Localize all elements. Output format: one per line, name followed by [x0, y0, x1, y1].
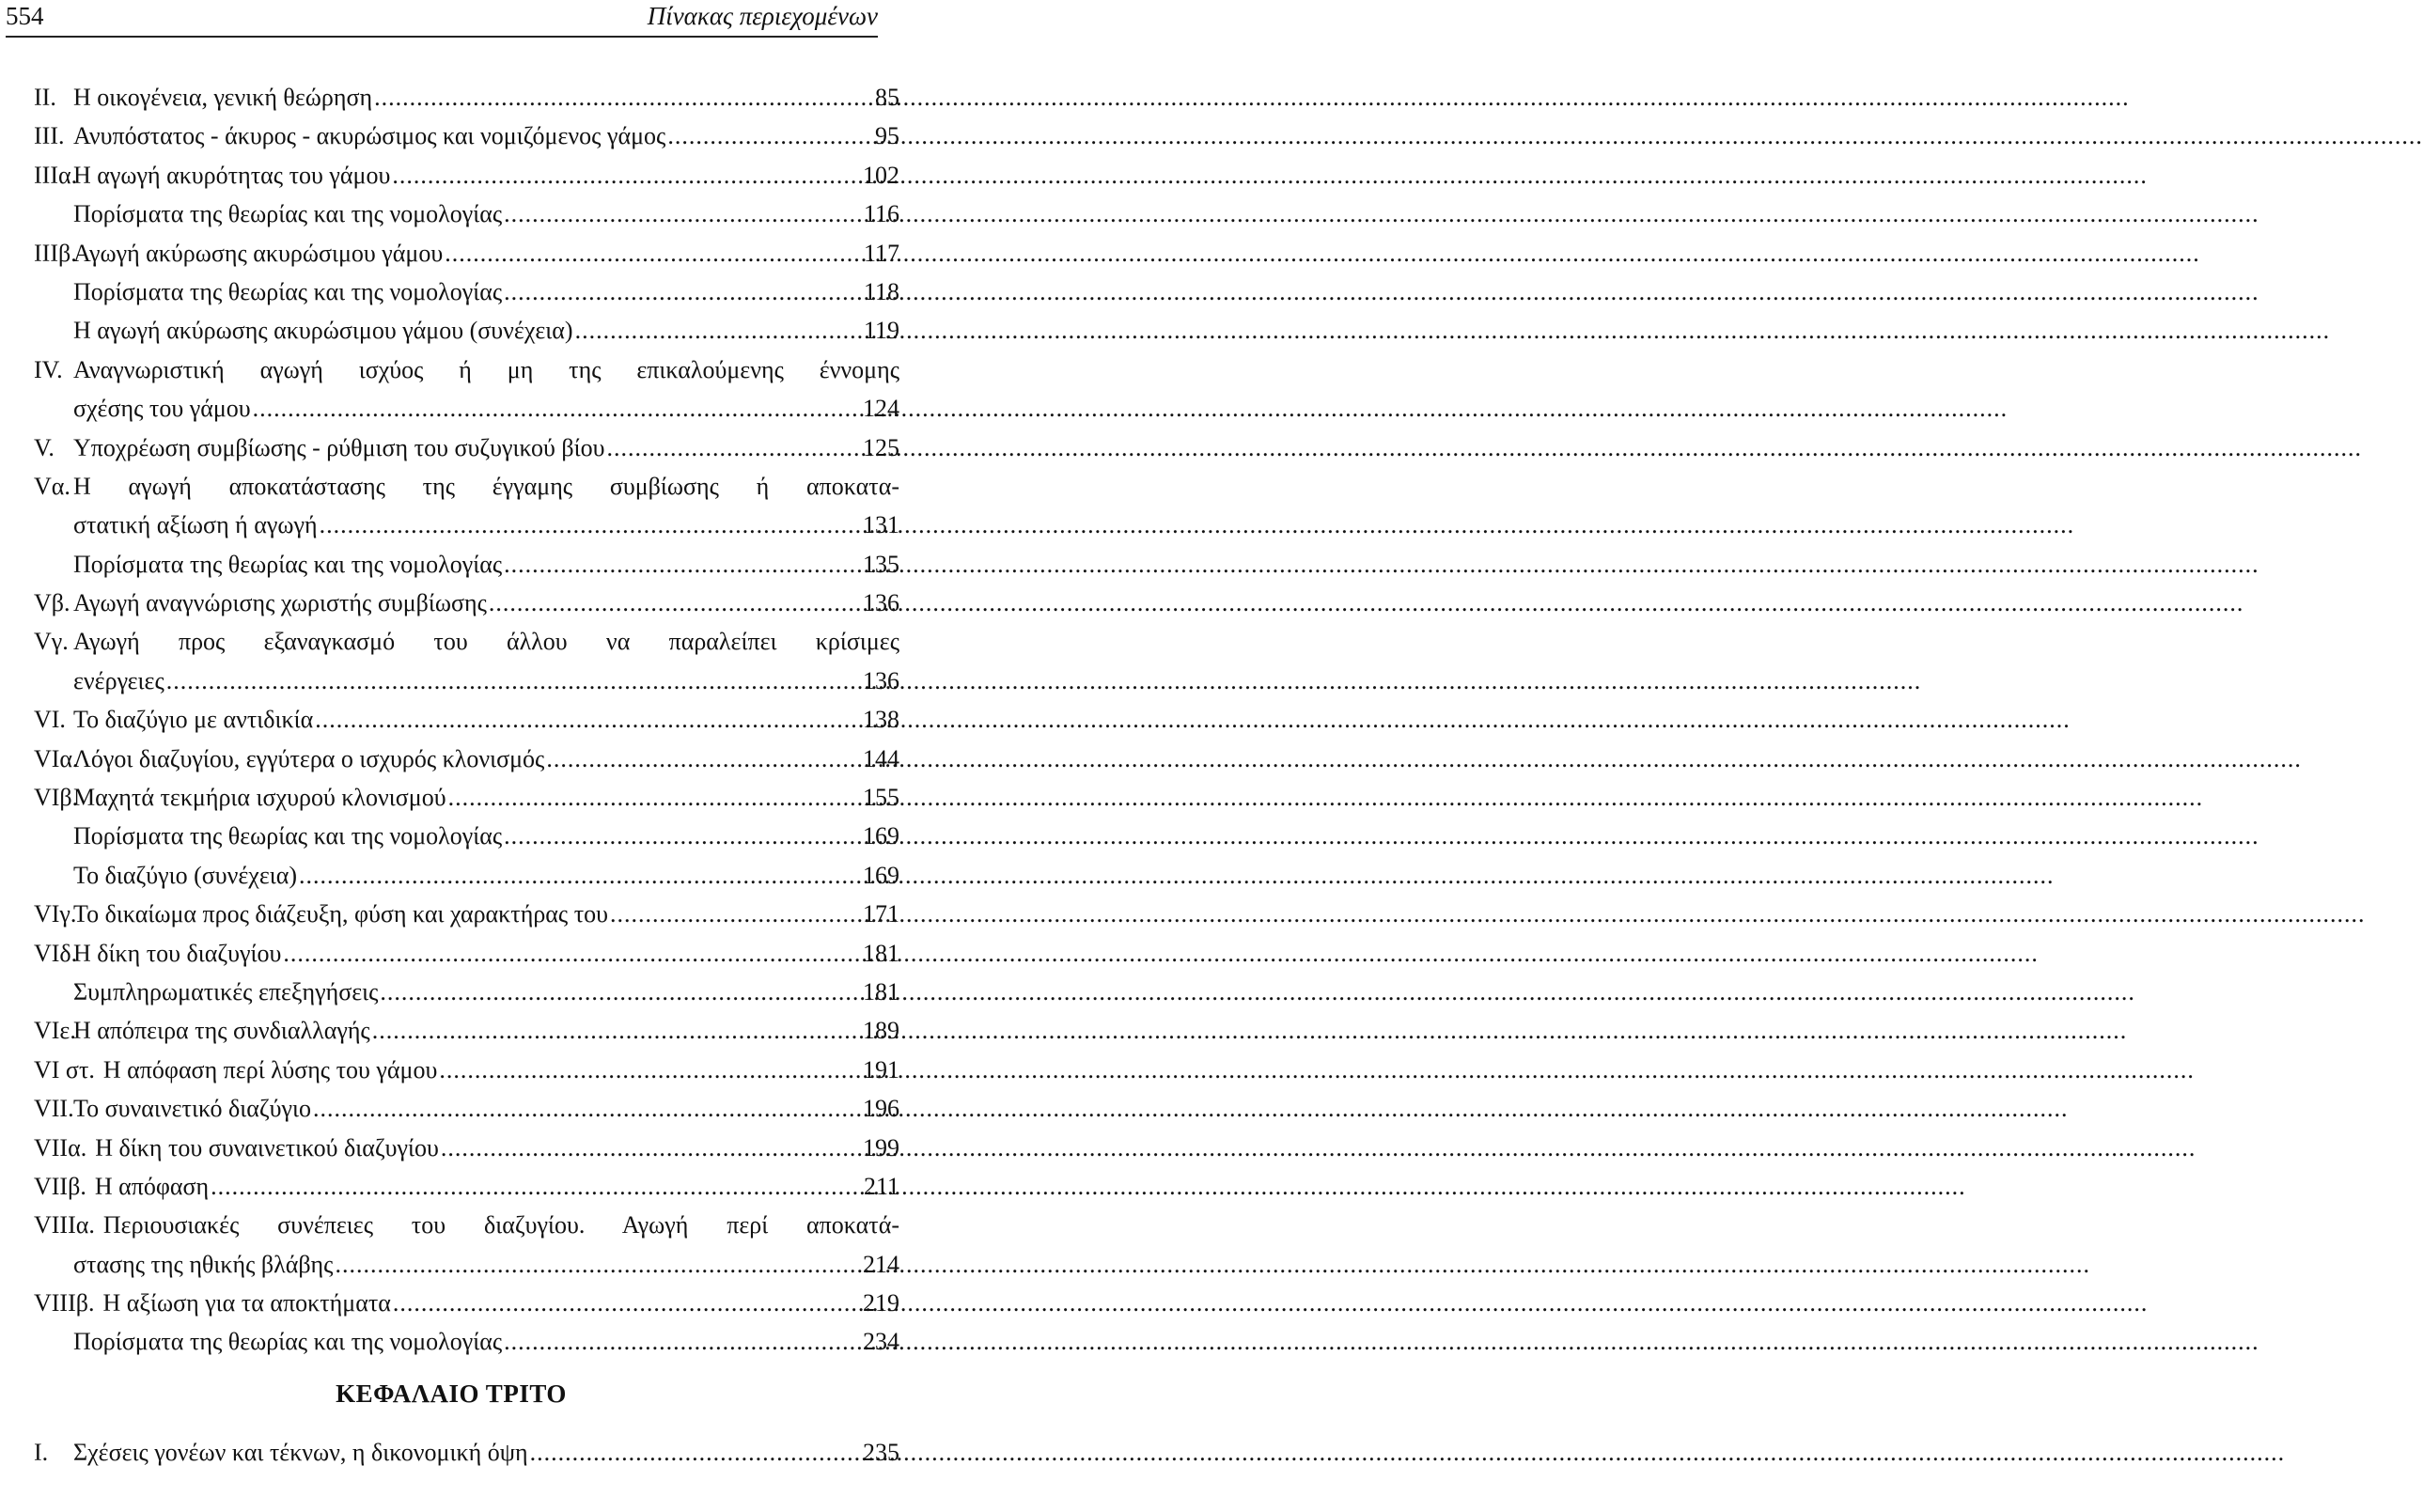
toc-dot-leader	[372, 1011, 861, 1050]
toc-entry-number: ΙΙΙα.	[34, 161, 78, 189]
toc-entry-body	[95, 1167, 899, 1206]
page-header	[6, 0, 878, 38]
toc-entry-title: Η αγωγή αποκατάστασης της έγγαμης συμβίωσης ή αποκατα-	[73, 472, 899, 500]
toc-dot-leader	[439, 1051, 861, 1089]
toc-entry-body	[73, 662, 899, 700]
toc-entry-number: V.	[34, 433, 55, 461]
toc-entry-number: Vβ.	[34, 589, 70, 617]
toc-entry-title: Το διαζύγιο (συνέχεια)	[73, 861, 298, 889]
toc-entry-title: Αγωγή αναγνώρισης χωριστής συμβίωσης	[73, 589, 487, 617]
toc-entry-body	[73, 934, 899, 973]
toc-entry-page: 135	[863, 550, 899, 578]
toc-entry	[34, 1433, 899, 1472]
toc-dot-leader	[575, 311, 862, 350]
toc-entry-number: Vα.	[34, 472, 70, 500]
toc-entry-title: Πορίσματα της θεωρίας και της νομολογίας	[73, 1328, 503, 1356]
toc-entry-page: 102	[863, 161, 899, 189]
toc-entry	[34, 662, 899, 700]
toc-entry-body	[102, 1284, 899, 1322]
toc-entry-title: Σχέσεις γονέων και τέκνων, η δικονομική όψη	[73, 1438, 528, 1466]
toc-entry-number: ΙΙΙβ.	[34, 239, 77, 267]
toc-entry	[34, 740, 899, 778]
toc-entry-title: στατική αξίωση ή αγωγή	[73, 511, 318, 539]
toc-entry-number: VIIIα.	[34, 1211, 95, 1239]
toc-dot-leader	[667, 117, 873, 155]
toc-dot-leader	[315, 700, 861, 739]
toc-entry-page: 169	[863, 822, 899, 850]
toc-entry-body	[73, 1089, 899, 1128]
toc-entry-title: Πορίσματα της θεωρίας και της νομολογίας	[73, 822, 503, 850]
toc-entry-number: VIIIβ.	[34, 1289, 95, 1317]
toc-dot-leader	[374, 78, 873, 117]
toc-entry-title: σχέσης του γάμου	[73, 395, 251, 423]
toc-entry	[34, 389, 899, 428]
toc-entry-number: VIα.	[34, 744, 79, 772]
toc-entry-body	[73, 584, 899, 622]
toc-entry	[34, 700, 899, 739]
table-of-contents	[34, 78, 899, 1362]
toc-entry-title: Πορίσματα της θεωρίας και της νομολογίας	[73, 277, 503, 305]
toc-entry-body	[73, 778, 899, 817]
toc-entry-number: ΙΙΙ.	[34, 122, 65, 150]
toc-dot-leader	[606, 429, 861, 467]
toc-dot-leader	[393, 1284, 861, 1322]
toc-entry-number: VIβ.	[34, 784, 79, 812]
toc-entry-page: 235	[863, 1438, 899, 1466]
toc-entry-body	[73, 700, 899, 739]
toc-entry-title: Λόγοι διαζυγίου, εγγύτερα ο ισχυρός κλονισμός	[73, 744, 545, 772]
toc-entry	[34, 156, 899, 195]
toc-entry-body	[73, 545, 899, 584]
toc-entry-body	[73, 351, 899, 389]
toc-entry-number: IV.	[34, 355, 63, 383]
toc-entry-title: Το συναινετικό διαζύγιο	[73, 1095, 311, 1123]
toc-entry-page: 136	[863, 589, 899, 617]
toc-entry	[34, 545, 899, 584]
toc-dot-leader	[504, 1322, 861, 1361]
toc-entry-title: Η απόφαση	[94, 1172, 210, 1200]
toc-entry	[34, 117, 899, 155]
toc-entry	[34, 1245, 899, 1284]
toc-entry	[34, 934, 899, 973]
toc-entry-page: 181	[863, 977, 899, 1005]
toc-entry-body	[73, 467, 899, 506]
toc-entry-number: VIIβ.	[34, 1172, 86, 1200]
toc-entry-body	[73, 1322, 899, 1361]
toc-entry-page: 144	[863, 744, 899, 772]
toc-dot-leader	[313, 1089, 861, 1128]
toc-entry-title: Η δίκη του συναινετικού διαζυγίου	[95, 1133, 439, 1161]
toc-entry-body	[73, 622, 899, 661]
toc-entry-body	[73, 429, 899, 467]
toc-entry-body	[73, 973, 899, 1011]
toc-entry	[34, 1051, 899, 1089]
toc-dot-leader	[335, 1245, 861, 1284]
toc-entry-number: VIδ.	[34, 939, 78, 967]
toc-entry-title: Μαχητά τεκμήρια ισχυρού κλονισμού	[73, 784, 446, 812]
toc-entry-page: 118	[863, 277, 899, 305]
toc-dot-leader	[530, 1433, 861, 1472]
chapter-table-of-contents	[34, 1433, 899, 1472]
toc-entry-page: 117	[863, 239, 899, 267]
toc-entry-title: Αγωγή προς εξαναγκασμό του άλλου να παραλείπει κρίσιμες	[73, 628, 899, 656]
toc-dot-leader	[380, 973, 861, 1011]
toc-entry-page: 171	[863, 900, 899, 928]
toc-dot-leader	[504, 195, 862, 233]
toc-entry-page: 196	[863, 1095, 899, 1123]
toc-entry-page: 189	[863, 1017, 899, 1045]
toc-entry-page: 124	[863, 395, 899, 423]
toc-entry	[34, 311, 899, 350]
toc-entry	[34, 622, 899, 661]
toc-entry-page: 234	[863, 1328, 899, 1356]
toc-entry	[34, 584, 899, 622]
toc-entry	[34, 895, 899, 933]
toc-entry-body	[73, 273, 899, 311]
toc-entry	[34, 1206, 899, 1244]
toc-entry-body	[73, 156, 899, 195]
toc-entry-page: 219	[863, 1289, 899, 1317]
toc-entry-page: 211	[863, 1172, 899, 1200]
toc-dot-leader	[445, 234, 862, 273]
toc-entry-title: ενέργειες	[73, 666, 164, 694]
toc-entry-page: 95	[875, 122, 899, 150]
toc-entry-body	[73, 195, 899, 233]
toc-entry-body	[73, 389, 899, 428]
toc-entry-title: Η αγωγή ακυρότητας του γάμου	[73, 161, 391, 189]
toc-entry-body	[73, 895, 899, 933]
toc-entry-number: VIγ.	[34, 900, 77, 928]
toc-entry-title: Πορίσματα της θεωρίας και της νομολογίας	[73, 200, 503, 228]
page-number: 554	[6, 2, 44, 30]
toc-entry-body	[73, 1433, 899, 1472]
toc-entry-body	[73, 740, 899, 778]
toc-entry-page: 131	[863, 511, 899, 539]
toc-entry-title: Η αγωγή ακύρωσης ακυρώσιμου γάμου (συνέχεια)	[73, 317, 573, 345]
toc-entry	[34, 1129, 899, 1167]
toc-dot-leader	[392, 156, 861, 195]
toc-entry-title: Περιουσιακές συνέπειες του διαζυγίου. Αγωγή περί αποκατά-	[102, 1211, 899, 1239]
toc-entry-number: Ι.	[34, 1438, 49, 1466]
toc-dot-leader	[441, 1129, 861, 1167]
toc-entry	[34, 429, 899, 467]
toc-entry	[34, 78, 899, 117]
toc-entry-body	[73, 1011, 899, 1050]
toc-entry-page: 199	[863, 1133, 899, 1161]
toc-entry-page: 138	[863, 706, 899, 734]
toc-entry	[34, 1011, 899, 1050]
toc-entry-body	[73, 234, 899, 273]
toc-entry-body	[73, 117, 899, 155]
toc-dot-leader	[283, 934, 861, 973]
toc-entry-number: VI.	[34, 706, 66, 734]
toc-entry-page: 136	[863, 666, 899, 694]
toc-dot-leader	[504, 273, 862, 311]
toc-entry-page: 125	[863, 433, 899, 461]
toc-entry-number: VIIα.	[34, 1133, 87, 1161]
toc-entry-title: Υποχρέωση συμβίωσης - ρύθμιση του συζυγικού βίου	[73, 433, 605, 461]
toc-entry-title: Το διαζύγιο με αντιδικία	[73, 706, 314, 734]
toc-entry-page: 181	[863, 939, 899, 967]
toc-entry	[34, 778, 899, 817]
toc-entry-body	[73, 856, 899, 895]
toc-dot-leader	[448, 778, 861, 817]
toc-dot-leader	[504, 545, 861, 584]
toc-entry-title: Αγωγή ακύρωσης ακυρώσιμου γάμου	[73, 239, 444, 267]
toc-entry-body	[73, 506, 899, 544]
toc-entry-number: Vγ.	[34, 628, 69, 656]
toc-entry-page: 191	[863, 1055, 899, 1083]
toc-entry	[34, 273, 899, 311]
toc-entry-title: Αναγνωριστική αγωγή ισχύος ή μη της επικαλούμενης έννομης	[73, 355, 899, 383]
toc-entry	[34, 195, 899, 233]
toc-entry-title: Η οικογένεια, γενική θεώρηση	[73, 83, 373, 111]
toc-dot-leader	[253, 389, 861, 428]
toc-entry-body	[103, 1206, 899, 1244]
chapter-heading: ΚΕΦΑΛΑΙΟ ΤΡΙΤΟ	[336, 1380, 567, 1408]
toc-entry	[34, 817, 899, 855]
toc-entry-number: VIε.	[34, 1017, 76, 1045]
toc-entry-number: VI στ.	[34, 1055, 95, 1083]
toc-dot-leader	[299, 856, 861, 895]
toc-dot-leader	[211, 1167, 862, 1206]
toc-entry-title: Η δίκη του διαζυγίου	[73, 939, 282, 967]
toc-entry-title: Συμπληρωματικές επεξηγήσεις	[73, 977, 379, 1005]
toc-entry	[34, 1284, 899, 1322]
toc-dot-leader	[320, 506, 861, 544]
toc-entry-title: Ανυπόστατος - άκυρος - ακυρώσιμος και νομιζόμενος γάμος	[73, 122, 666, 150]
toc-entry-body	[103, 1051, 899, 1089]
toc-entry	[34, 1323, 899, 1362]
toc-entry-number: VII.	[34, 1095, 74, 1123]
toc-entry-title: Η απόφαση περί λύσης του γάμου	[102, 1055, 438, 1083]
toc-entry-body	[73, 311, 899, 350]
toc-entry-title: Πορίσματα της θεωρίας και της νομολογίας	[73, 550, 503, 578]
toc-entry-page: 155	[863, 784, 899, 812]
toc-dot-leader	[489, 584, 861, 622]
toc-entry	[34, 973, 899, 1011]
toc-entry	[34, 1167, 899, 1206]
toc-dot-leader	[546, 740, 861, 778]
toc-entry	[34, 856, 899, 895]
toc-entry-body	[95, 1129, 899, 1167]
toc-entry-page: 119	[863, 317, 899, 345]
toc-entry-body	[73, 1245, 899, 1284]
running-title: Πίνακας περιεχομένων	[647, 2, 878, 30]
toc-entry-title: Η αξίωση για τα αποκτήματα	[102, 1289, 391, 1317]
toc-dot-leader	[610, 895, 861, 933]
toc-entry	[34, 506, 899, 544]
toc-dot-leader	[166, 662, 861, 700]
toc-entry-title: στασης της ηθικής βλάβης	[73, 1250, 334, 1278]
toc-entry	[34, 234, 899, 273]
toc-entry-title: Το δικαίωμα προς διάζευξη, φύση και χαρακτήρας του	[73, 900, 609, 928]
toc-entry-body	[73, 817, 899, 855]
toc-entry-page: 85	[875, 83, 899, 111]
toc-entry-page: 214	[863, 1250, 899, 1278]
toc-entry	[34, 1089, 899, 1128]
toc-entry-number: ΙΙ.	[34, 83, 56, 111]
toc-entry	[34, 467, 899, 506]
toc-entry-title: Η απόπειρα της συνδιαλλαγής	[73, 1017, 370, 1045]
toc-entry-page: 169	[863, 861, 899, 889]
toc-entry	[34, 351, 899, 389]
toc-entry-page: 116	[863, 200, 899, 228]
toc-entry-body	[73, 78, 899, 117]
toc-dot-leader	[504, 817, 861, 855]
